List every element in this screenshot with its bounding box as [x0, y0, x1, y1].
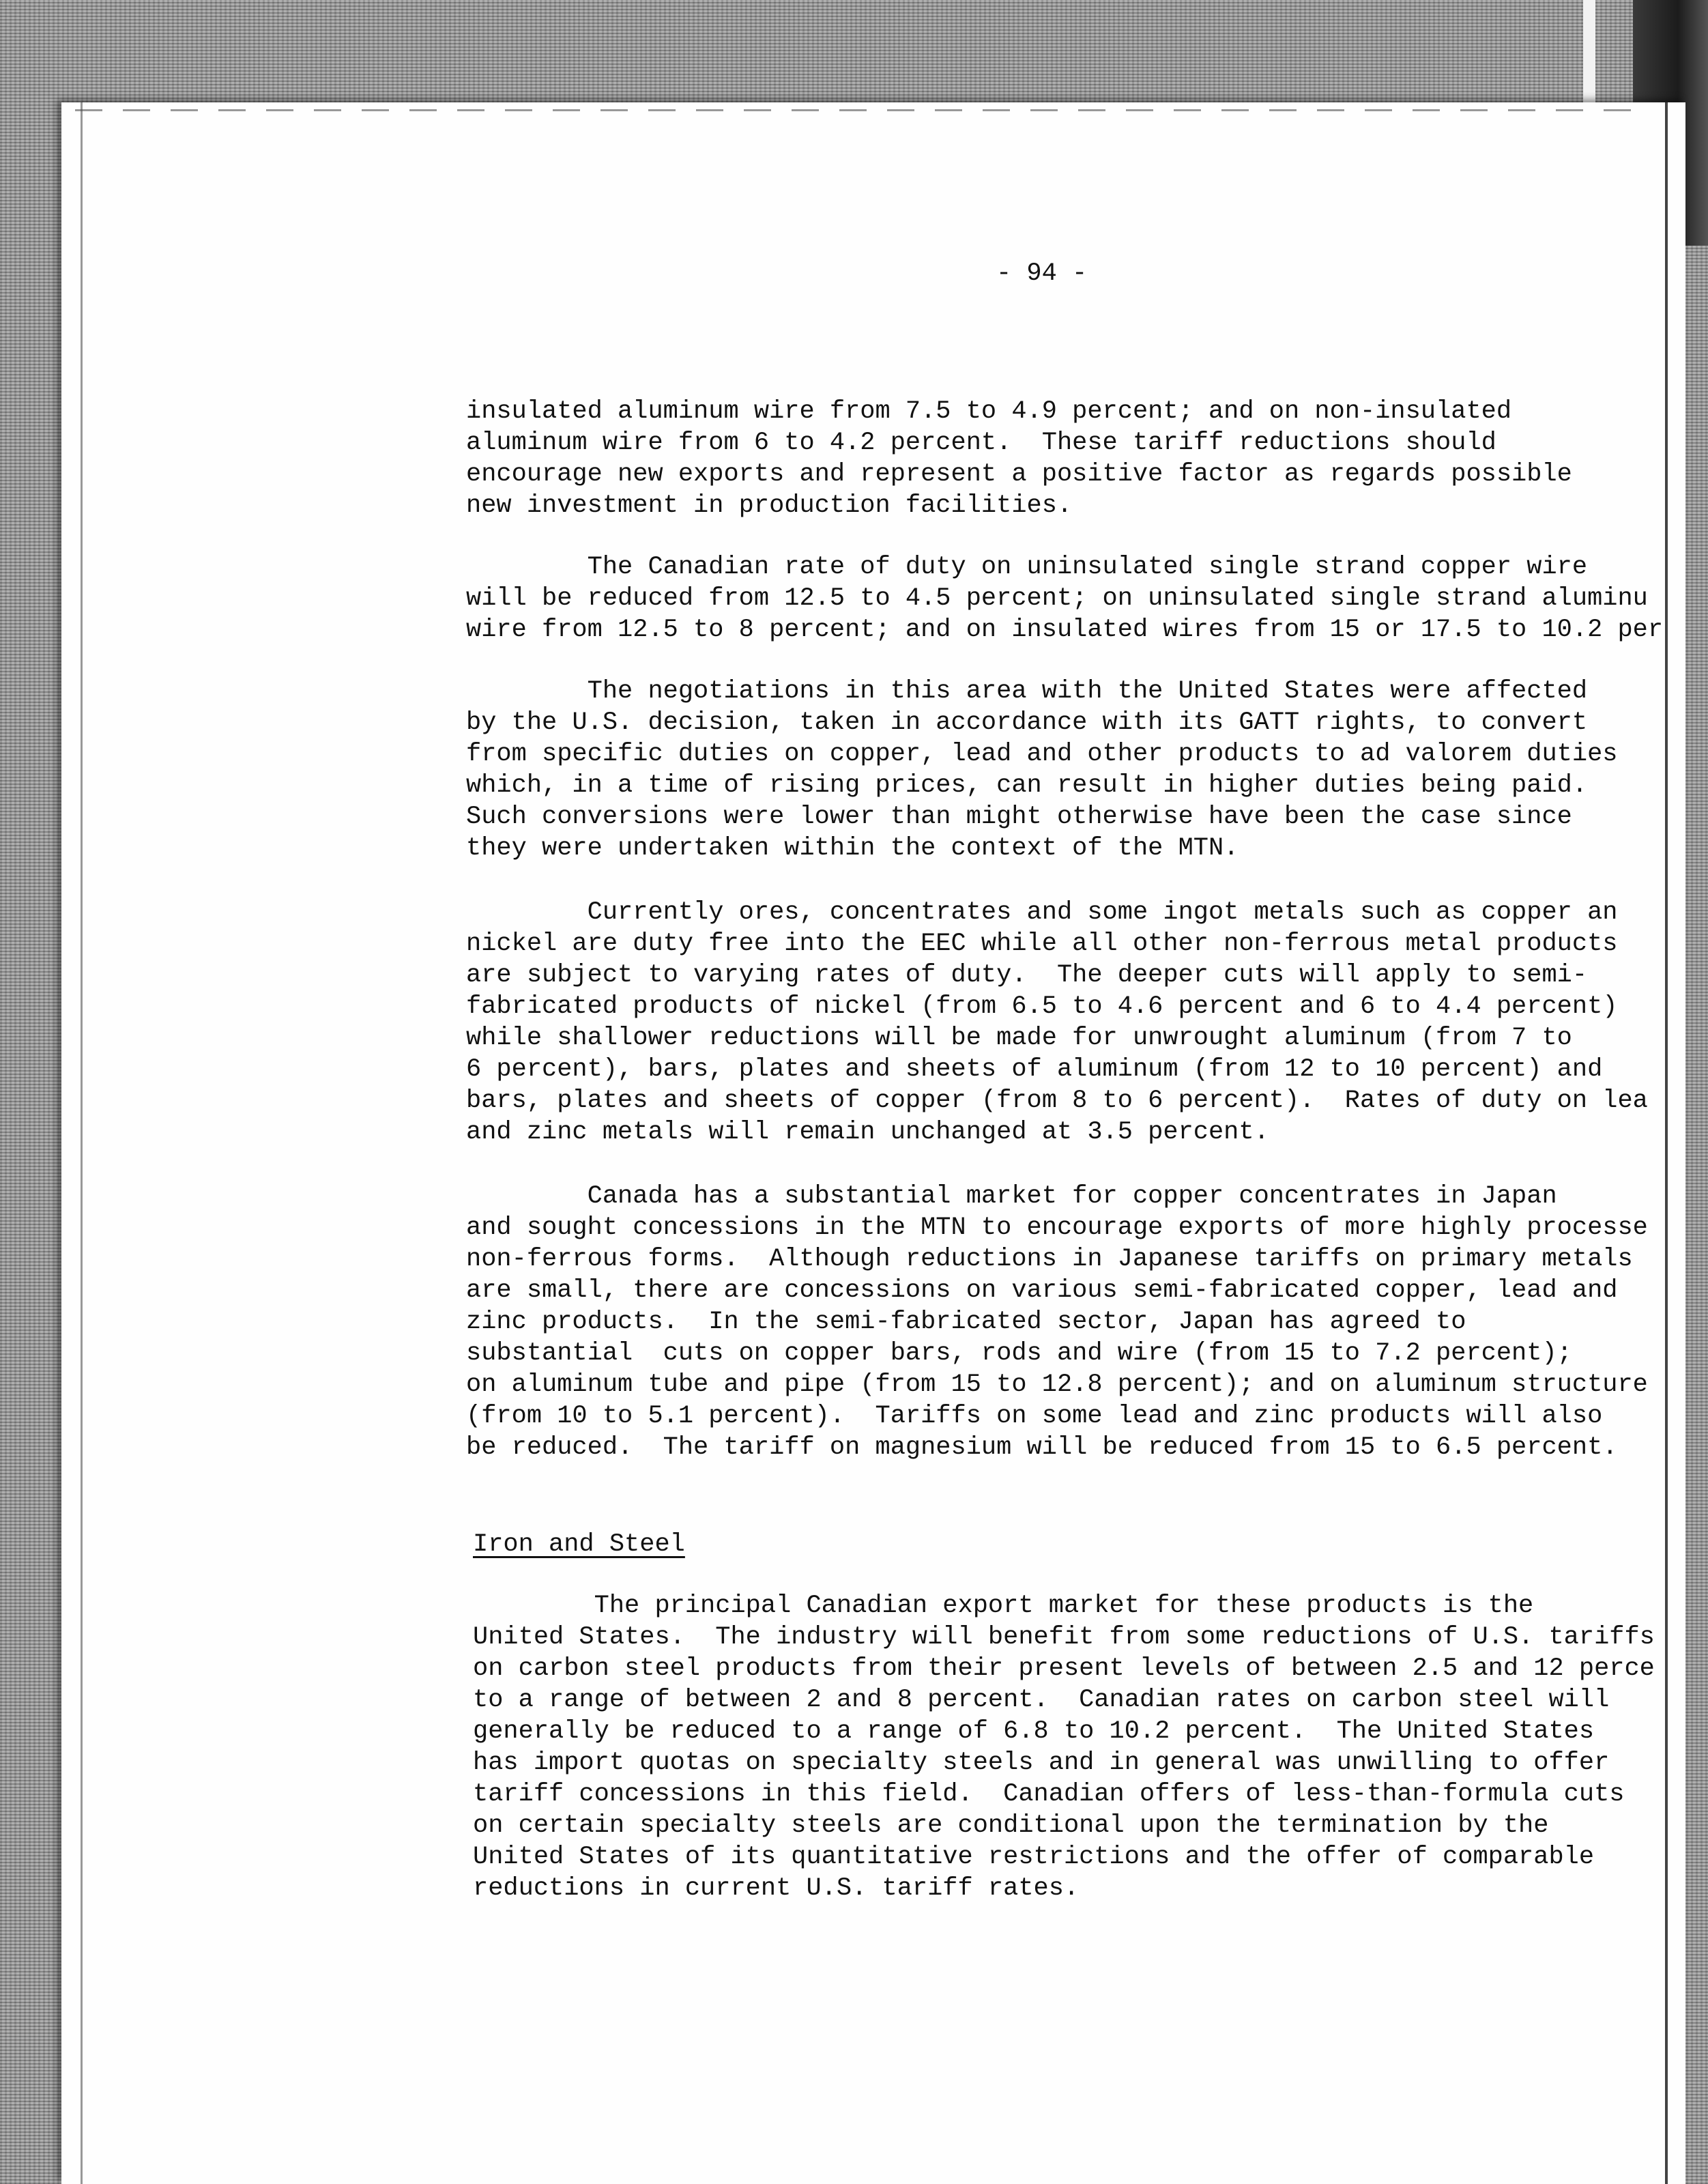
- scanner-edge-strip: [1583, 0, 1595, 102]
- paragraph-japan-market: Canada has a substantial market for copper concentrates in Japan and sought concessions in the MTN to encourage exports of more highly processe non-ferrous forms. Although reductions in Japanese tariffs on primary metals are small, there are concessions on various semi-fabricated copper, lead and zinc products. In the semi-fabricated sector, Japan has agreed to substantial cuts on copper bars, rods and wire (from 15 to 7.2 percent); on aluminum tube and pipe (from 15 to 12.8 percent); and on aluminum structure (from 10 to 5.1 percent). Tariffs on some lead and zinc products will also be reduced. The tariff on magnesium will be reduced from 15 to 6.5 percent.: [466, 1182, 1648, 1462]
- paragraph-wire-reductions: insulated aluminum wire from 7.5 to 4.9 percent; and on non-insulated aluminum wire from 6 to 4.2 percent. These tariff reductions should encourage new exports and represent a positive factor as regards possible new investment in production facilities.: [466, 397, 1572, 520]
- section-heading-iron-steel: Iron and Steel: [473, 1530, 685, 1559]
- page-right-edge: [1665, 102, 1668, 2184]
- page-top-edge: [75, 109, 1645, 111]
- paragraph-iron-steel: The principal Canadian export market for these products is the United States. The industry will benefit from some reductions of U.S. tariffs on carbon steel products from their present levels of between 2.5 and 12 perce to a range of between 2 and 8 percent. Canadian rates on carbon steel will generally be reduced to a range of 6.8 to 10.2 percent. The United States has import quotas on specialty steels and in general was unwilling to offer tariff concessions in this field. Canadian offers of less-than-formula cuts on certain specialty steels are conditional upon the termination by the United States of its quantitative restrictions and the offer of comparable reductions in current U.S. tariff rates.: [473, 1592, 1655, 1903]
- page-number: - 94 -: [996, 259, 1088, 288]
- paragraph-eec-ores: Currently ores, concentrates and some ingot metals such as copper an nickel are duty free into the EEC while all other non-ferrous metal products are subject to varying rates of duty. The deeper cuts will apply to semi- fabricated products of nickel (from 6.5 to 4.6 percent and 6 to 4.4 percent) while shallower reductions will be made for unwrought aluminum (from 7 to 6 percent), bars, plates and sheets of aluminum (from 12 to 10 percent) and bars, plates and sheets of copper (from 8 to 6 percent). Rates of duty on lea and zinc metals will remain unchanged at 3.5 percent.: [466, 898, 1648, 1147]
- page-left-edge: [81, 102, 83, 2184]
- paragraph-canadian-duty: The Canadian rate of duty on uninsulated single strand copper wire will be reduced from 12.5 to 4.5 percent; on uninsulated single strand aluminu wire from 12.5 to 8 percent; and on insulated wires from 15 or 17.5 to 10.2 per: [466, 553, 1664, 644]
- paragraph-us-negotiations: The negotiations in this area with the United States were affected by the U.S. decision, taken in accordance with its GATT rights, to convert from specific duties on copper, lead and other products to ad valorem duties which, in a time of rising prices, can result in higher duties being paid. Such conversions were lower than might otherwise have been the case since they were undertaken within the context of the MTN.: [466, 677, 1618, 863]
